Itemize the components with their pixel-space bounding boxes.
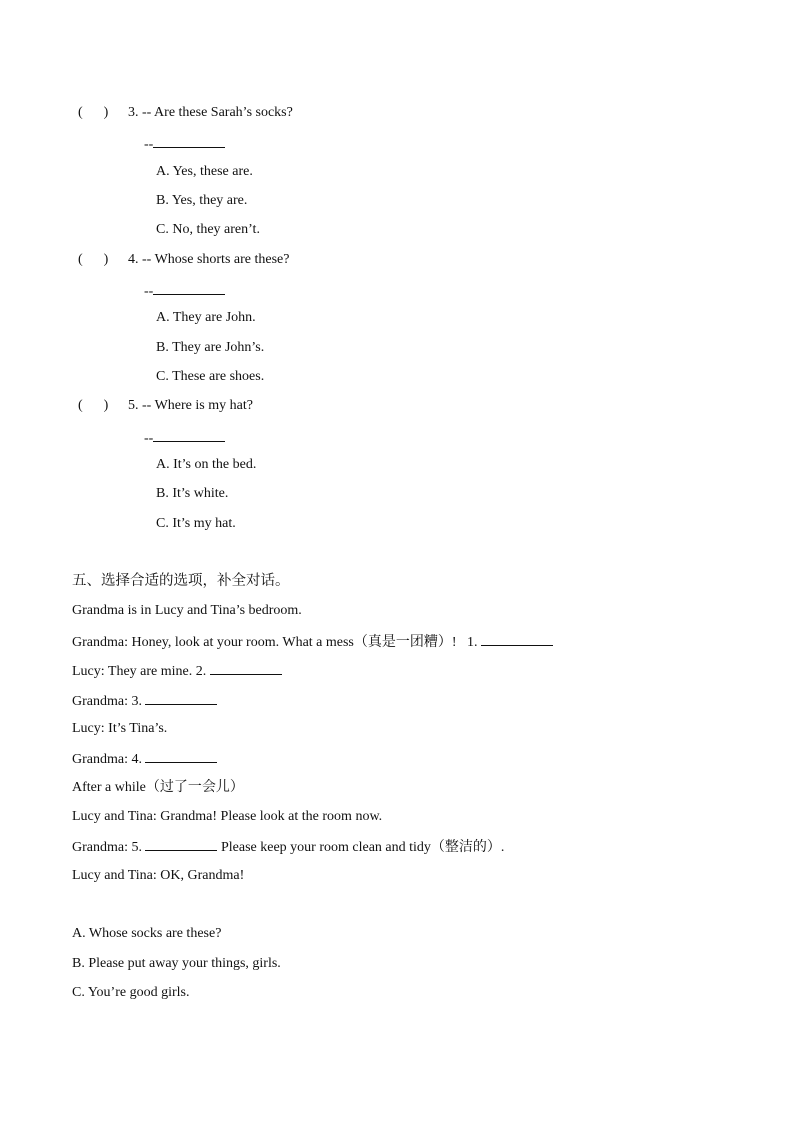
choice-a: A. Whose socks are these? [72, 926, 222, 941]
answer-prefix: -- [144, 431, 154, 446]
question-3-option-a: A. Yes, these are. [156, 164, 253, 179]
dialogue-line-3 [72, 661, 282, 681]
dialogue-text-after: Please keep your room clean and tidy（整洁的）. [217, 840, 505, 855]
dialogue-blank-3[interactable] [145, 691, 217, 705]
dialogue-text: Grandma: 3. [72, 694, 146, 709]
dialogue-line-10: Lucy and Tina: OK, Grandma! [72, 868, 245, 883]
answer-prefix: -- [144, 284, 154, 299]
dialogue-text: Grandma: 4. [72, 752, 146, 767]
answer-blank[interactable] [153, 281, 225, 295]
dialogue-line-9 [72, 837, 504, 857]
dialogue-line-2 [72, 632, 553, 652]
question-4-paren: ( ) [78, 252, 109, 267]
dialogue-line-5: Lucy: It’s Tina’s. [72, 721, 168, 736]
section-title: 五、选择合适的选项，补全对话。 [72, 573, 290, 589]
dialogue-line-4 [72, 691, 217, 711]
question-5-stem: 5. -- Where is my hat? [128, 398, 253, 413]
dialogue-line-7: After a while（过了一会儿） [72, 780, 244, 795]
choice-c: C. You’re good girls. [72, 985, 190, 1000]
answer-blank[interactable] [153, 428, 225, 442]
question-5-option-a: A. It’s on the bed. [156, 457, 257, 472]
question-4-option-a: A. They are John. [156, 310, 256, 325]
dialogue-line-1: Grandma is in Lucy and Tina’s bedroom. [72, 603, 302, 618]
answer-prefix: -- [144, 137, 154, 152]
choice-b: B. Please put away your things, girls. [72, 956, 281, 971]
question-5-option-b: B. It’s white. [156, 486, 229, 501]
question-4-option-b: B. They are John’s. [156, 340, 265, 355]
question-5-paren: ( ) [78, 398, 109, 413]
dialogue-line-6 [72, 749, 217, 769]
dialogue-blank-1[interactable] [481, 632, 553, 646]
question-3-answer-line [144, 134, 225, 154]
question-3-option-c: C. No, they aren’t. [156, 222, 260, 237]
dialogue-text: Lucy: They are mine. 2. [72, 664, 210, 679]
question-4-stem: 4. -- Whose shorts are these? [128, 252, 290, 267]
question-3-stem: 3. -- Are these Sarah’s socks? [128, 105, 293, 120]
dialogue-blank-2[interactable] [210, 661, 282, 675]
dialogue-text: Grandma: Honey, look at your room. What a mess（真是一团糟）! 1. [72, 635, 482, 650]
question-3-option-b: B. Yes, they are. [156, 193, 248, 208]
answer-blank[interactable] [153, 134, 225, 148]
question-3-paren: ( ) [78, 105, 109, 120]
question-4-answer-line [144, 281, 225, 301]
dialogue-text: Grandma: 5. [72, 840, 146, 855]
dialogue-blank-5[interactable] [145, 837, 217, 851]
question-5-option-c: C. It’s my hat. [156, 516, 236, 531]
question-5-answer-line [144, 428, 225, 448]
question-4-option-c: C. These are shoes. [156, 369, 265, 384]
dialogue-blank-4[interactable] [145, 749, 217, 763]
dialogue-line-8: Lucy and Tina: Grandma! Please look at the room now. [72, 809, 383, 824]
